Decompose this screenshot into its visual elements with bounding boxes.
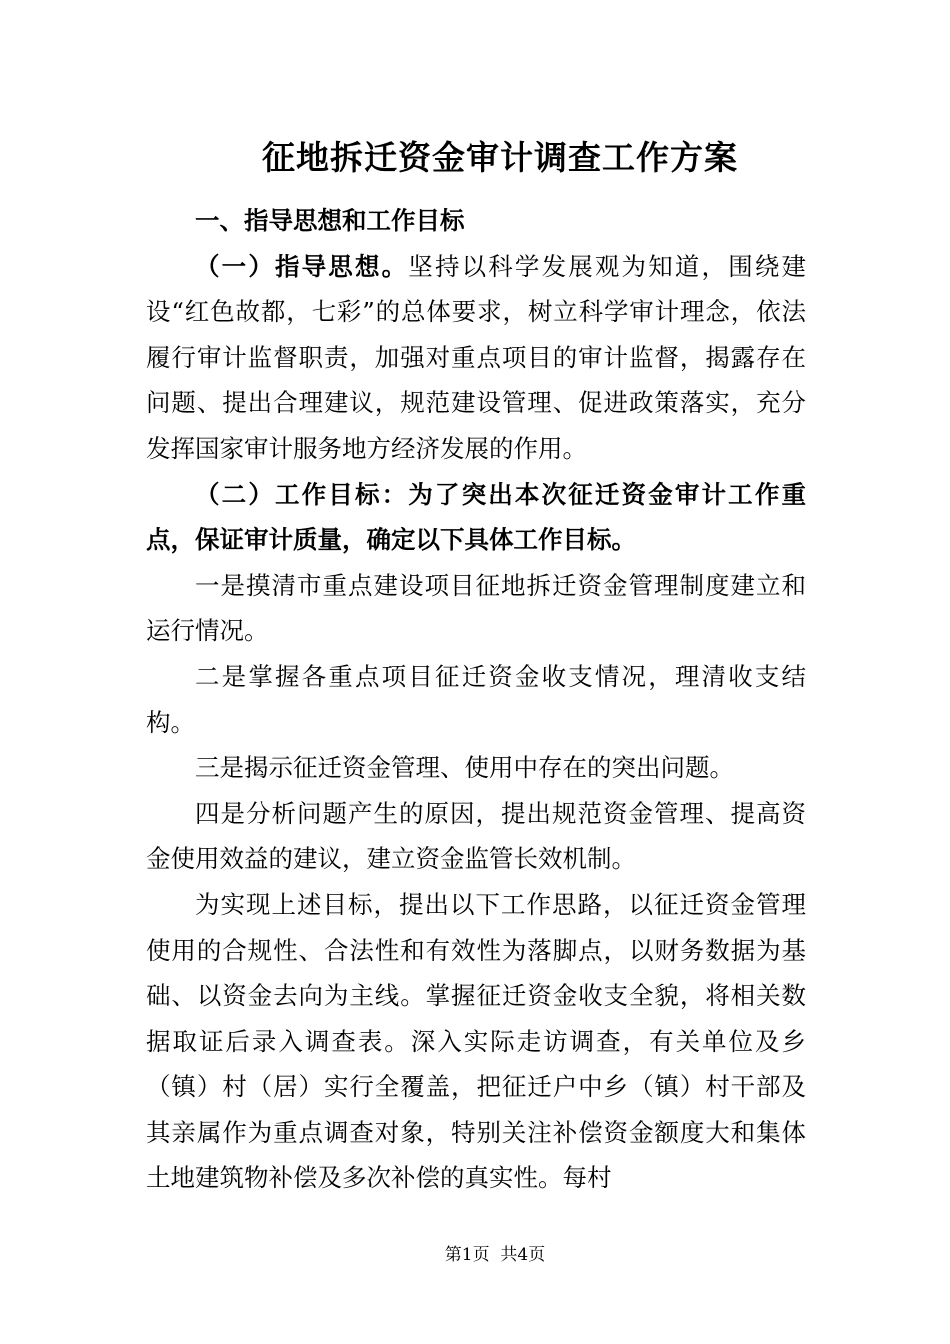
document-title: 征地拆迁资金审计调查工作方案 [262, 138, 738, 177]
paragraph-approach: 为实现上述目标，提出以下工作思路，以征迁资金管理使用的合规性、合法性和有效性为落脚点，以财务数据为基础、以资金去向为主线。掌握征迁资金收支全貌，将相关数据取证后录入调查表。深入实际走访调查，有关单位及乡（镇）村（居）实行全覆盖，把征迁户中乡（镇）村干部及其亲属作为重点调查对象，特别关注补偿资金额度大和集体土地建筑物补偿及多次补偿的真实性。每村 [146, 889, 806, 1193]
document-body [146, 198, 806, 1201]
paragraph-guiding-thought [146, 244, 806, 472]
paragraph-body: 坚持以科学发展观为知道，围绕建设“红色故都，七彩”的总体要求，树立科学审计理念，依法履行审计监督职责，加强对重点项目的审计监督，揭露存在问题、提出合理建议，规范建设管理、促进政策落实，充分发挥国家审计服务地方经济发展的作用。 [146, 251, 807, 463]
page-number: 第1页 共4页 [444, 1245, 546, 1265]
paragraph-lead: （一）指导思想。 [195, 251, 409, 281]
page-footer [0, 1240, 950, 1265]
goal-item-4: 四是分析问题产生的原因，提出规范资金管理、提高资金使用效益的建议，建立资金监管长效机制。 [146, 798, 806, 874]
section-heading: 一、指导思想和工作目标 [195, 206, 465, 235]
goal-item-3: 三是揭示征迁资金管理、使用中存在的突出问题。 [195, 753, 734, 783]
goal-item-1: 一是摸清市重点建设项目征地拆迁资金管理制度建立和运行情况。 [146, 570, 806, 646]
goal-item-2: 二是掌握各重点项目征迁资金收支情况，理清收支结构。 [146, 661, 806, 737]
paragraph-work-goals: （二）工作目标：为了突出本次征迁资金审计工作重点，保证审计质量，确定以下具体工作目标。 [146, 479, 806, 555]
